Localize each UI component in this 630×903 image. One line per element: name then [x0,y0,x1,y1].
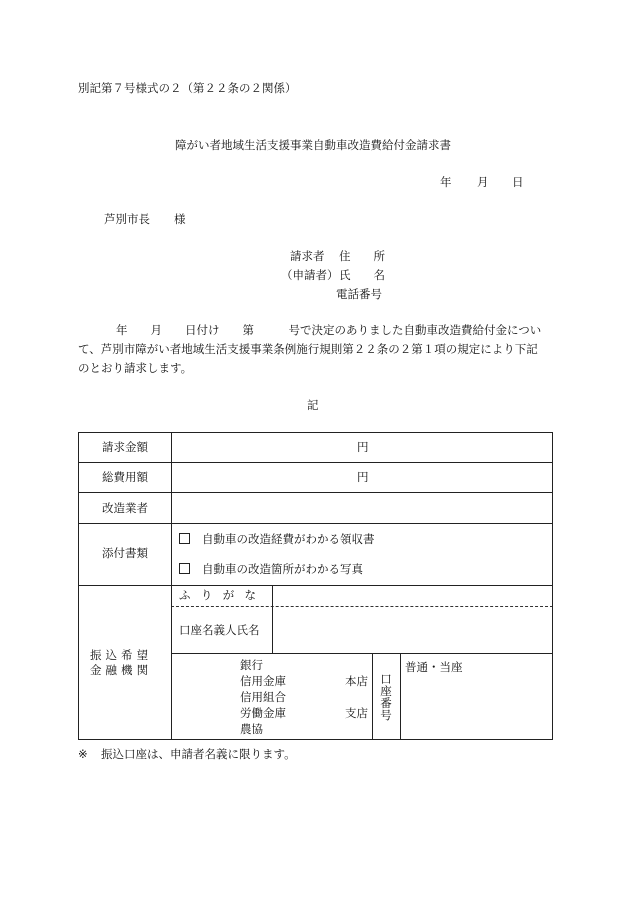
account-type-label: 普通・当座 [405,660,463,674]
branch-label: 支店 [345,706,368,720]
form-number: 別記第７号様式の２（第２２条の２関係） [78,81,297,95]
attachment-item-photo [179,563,363,576]
addressee-honorific: 様 [174,212,186,226]
paragraph-line-2: て、芦別市障がい者地域生活支援事業条例施行規則第２２条の２第１項の規定により下記 [78,342,538,356]
applicant-name-label: 氏 名 [339,268,385,282]
date-day: 日 [512,175,524,189]
checkbox-photo[interactable] [179,563,190,574]
head-office-label: 本店 [345,674,368,688]
applicant-phone-label: 電話番号 [336,287,382,301]
checkbox-receipt[interactable] [179,533,190,544]
institution-rokin: 労働金庫 [240,706,286,720]
total-cost-label: 総費用額 [102,470,148,484]
applicant-role-alt-label: （申請者） [281,268,339,282]
claim-form-table [78,432,553,740]
document-title: 障がい者地域生活支援事業自動車改造費給付金請求書 [175,138,451,152]
attachment-item-receipt [179,533,375,546]
institution-nokyo: 農協 [240,722,263,736]
furigana-label: ふりがな [179,588,267,602]
date-month: 月 [477,175,489,189]
applicant-address-label: 住 所 [339,249,385,263]
claim-amount-label: 請求金額 [102,440,148,454]
bank-label-line2: 金融機関 [90,663,153,677]
total-cost-unit: 円 [357,470,369,484]
applicant-role-label: 請求者 [290,249,325,263]
attachments-label: 添付書類 [102,546,148,560]
bank-label-line1: 振込希望 [90,648,153,662]
attachment-receipt-text: 自動車の改造経費がわかる領収書 [202,532,375,546]
attachment-photo-text: 自動車の改造箇所がわかる写真 [202,562,363,576]
modifier-label: 改造業者 [102,501,148,515]
account-holder-label: 口座名義人氏名 [179,623,260,637]
account-number-label: 口 座 番 号 [380,672,392,723]
claim-amount-unit: 円 [357,440,369,454]
ki-heading: 記 [307,398,319,412]
addressee-name: 芦別市長 [104,212,150,226]
institution-bank: 銀行 [240,658,263,672]
paragraph-line-1: 年 月 日付け 第 号で決定のありました自動車改造費給付金につい [116,323,542,337]
footnote-mark: ※ [78,747,88,761]
date-year: 年 [440,175,452,189]
footnote-text: 振込口座は、申請者名義に限ります。 [101,747,296,761]
institution-shinkumi: 信用組合 [240,690,286,704]
paragraph-line-3: のとおり請求します。 [78,361,193,375]
institution-shinkin: 信用金庫 [240,674,286,688]
